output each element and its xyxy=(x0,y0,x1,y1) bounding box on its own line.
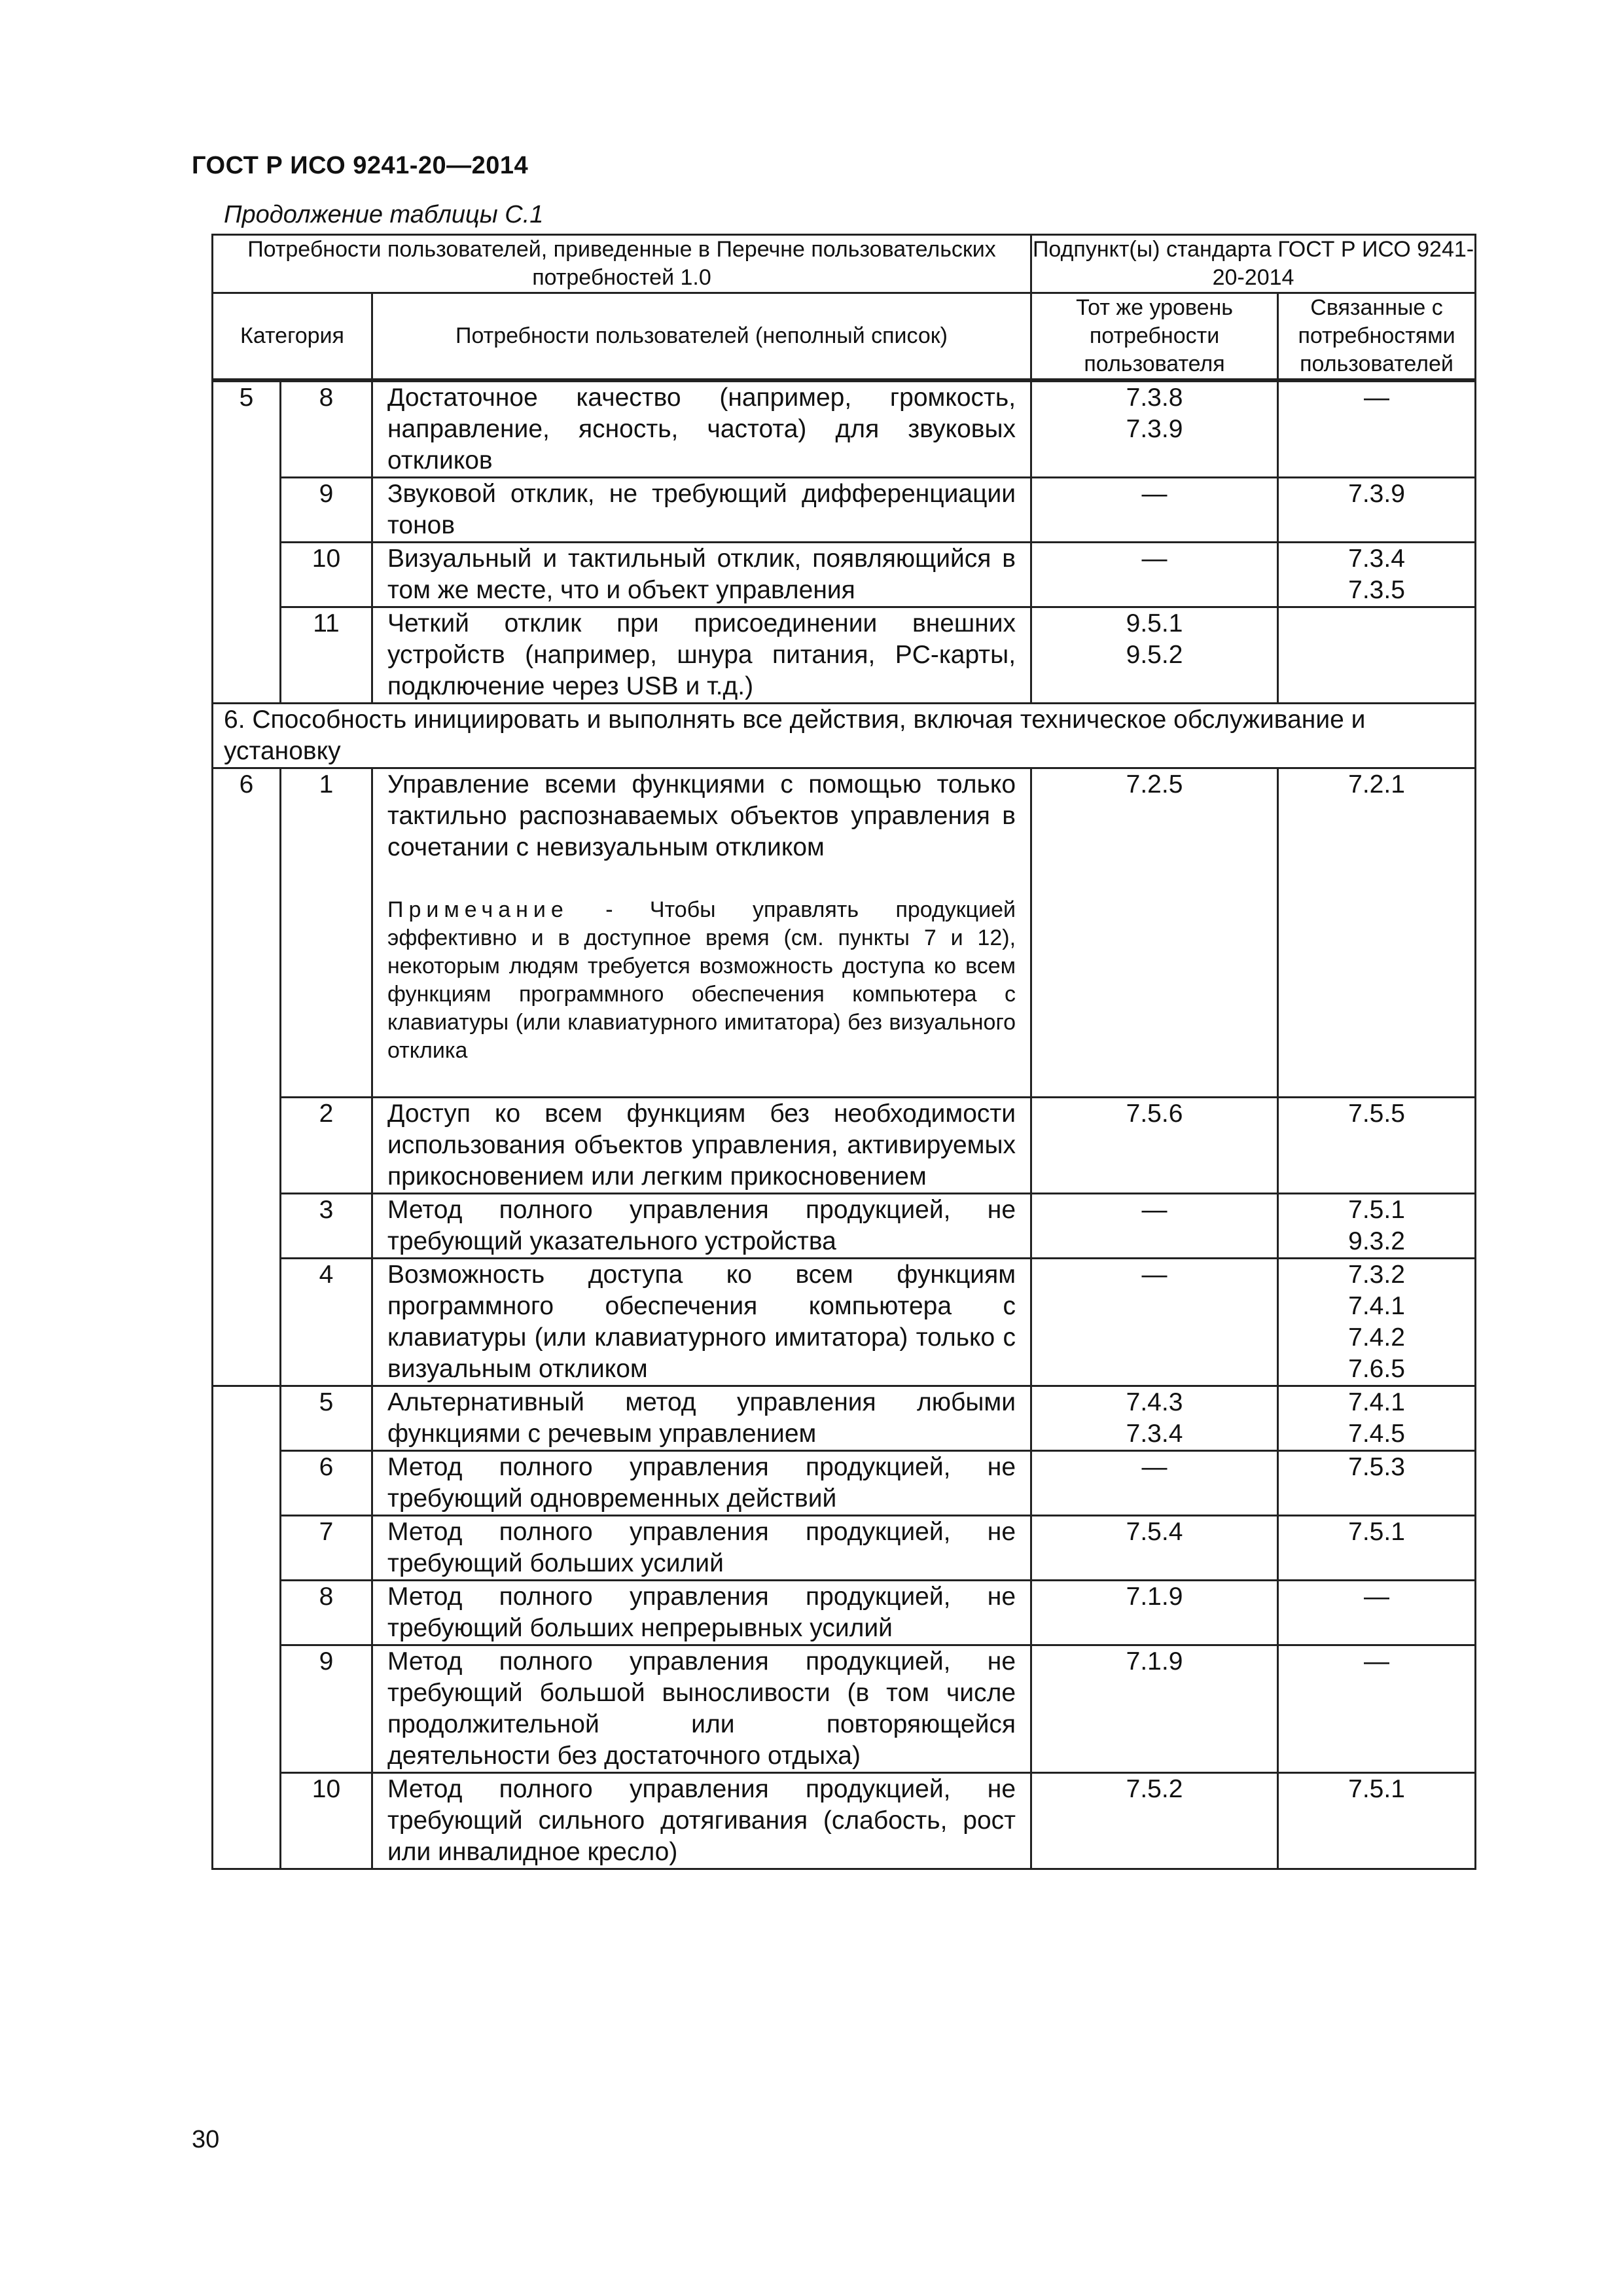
cell-number: 7 xyxy=(281,1516,372,1581)
cell-number: 2 xyxy=(281,1098,372,1194)
cell-related: 7.2.1 xyxy=(1278,768,1476,1098)
table-row xyxy=(213,1259,1476,1386)
need-text: Управление всеми функциями с помощью только тактильно распознаваемых объектов управления в сочетании с невизуальным откликом xyxy=(387,770,1016,861)
section-heading: 6. Способность инициировать и выполнять все действия, включая техническое обслуживание и установку xyxy=(213,704,1476,768)
head-category: Категория xyxy=(213,293,372,381)
cell-number: 5 xyxy=(281,1386,372,1451)
cell-same-level: 7.3.8 7.3.9 xyxy=(1031,380,1278,478)
cell-need: Альтернативный метод управления любыми функциями с речевым управлением xyxy=(372,1386,1031,1451)
cell-need: Метод полного управления продукцией, не требующий больших непрерывных усилий xyxy=(372,1581,1031,1645)
cell-category xyxy=(213,607,281,704)
cell-need: Звуковой отклик, не требующий дифференциации тонов xyxy=(372,478,1031,543)
table-row xyxy=(213,478,1476,543)
head-needs-list: Потребности пользователей, приведенные в Перечне пользовательских потребностей 1.0 xyxy=(213,235,1031,293)
cell-category xyxy=(213,1194,281,1259)
head-needs: Потребности пользователей (неполный список) xyxy=(372,293,1031,381)
cell-need: Достаточное качество (например, громкость, направление, ясность, частота) для звуковых откликов xyxy=(372,380,1031,478)
cell-category xyxy=(213,1386,281,1451)
cell-related xyxy=(1278,607,1476,704)
cell-same-level: 7.1.9 xyxy=(1031,1645,1278,1773)
cell-related: — xyxy=(1278,1645,1476,1773)
cell-category xyxy=(213,1098,281,1194)
cell-category xyxy=(213,1516,281,1581)
cell-related: 7.5.1 9.3.2 xyxy=(1278,1194,1476,1259)
cell-need: Доступ ко всем функциям без необходимости использования объектов управления, активируемых прикосновением или легким прикосновением xyxy=(372,1098,1031,1194)
cell-same-level: — xyxy=(1031,1451,1278,1516)
cell-need: Метод полного управления продукцией, не требующий сильного дотягивания (слабость, рост или инвалидное кресло) xyxy=(372,1773,1031,1869)
cell-number: 4 xyxy=(281,1259,372,1386)
cell-related: 7.5.5 xyxy=(1278,1098,1476,1194)
table-row xyxy=(213,1386,1476,1451)
cell-number: 10 xyxy=(281,1773,372,1869)
cell-same-level: — xyxy=(1031,1194,1278,1259)
cell-related: 7.3.2 7.4.1 7.4.2 7.6.5 xyxy=(1278,1259,1476,1386)
cell-same-level: 9.5.1 9.5.2 xyxy=(1031,607,1278,704)
cell-number: 11 xyxy=(281,607,372,704)
table-row xyxy=(213,1098,1476,1194)
table-row xyxy=(213,1773,1476,1869)
cell-same-level: — xyxy=(1031,1259,1278,1386)
cell-number: 3 xyxy=(281,1194,372,1259)
cell-category xyxy=(213,1259,281,1386)
cell-related: 7.5.1 xyxy=(1278,1516,1476,1581)
cell-need: Метод полного управления продукцией, не требующий одновременных действий xyxy=(372,1451,1031,1516)
cell-number: 8 xyxy=(281,1581,372,1645)
cell-need: Четкий отклик при присоединении внешних устройств (например, шнура питания, PC-карты, подключение через USB и т.д.) xyxy=(372,607,1031,704)
requirements-table xyxy=(211,234,1476,1870)
table-row xyxy=(213,543,1476,607)
cell-number: 6 xyxy=(281,1451,372,1516)
cell-need: Возможность доступа ко всем функциям программного обеспечения компьютера с клавиатуры (или клавиатурного имитатора) только с визуальным откликом xyxy=(372,1259,1031,1386)
cell-need: Визуальный и тактильный отклик, появляющийся в том же месте, что и объект управления xyxy=(372,543,1031,607)
table-head-row xyxy=(213,235,1476,293)
cell-related: — xyxy=(1278,1581,1476,1645)
cell-need: Метод полного управления продукцией, не требующий указательного устройства xyxy=(372,1194,1031,1259)
cell-same-level: — xyxy=(1031,478,1278,543)
head-related: Связанные с потребностями пользователей xyxy=(1278,293,1476,381)
cell-number: 9 xyxy=(281,478,372,543)
section-row xyxy=(213,704,1476,768)
table-row xyxy=(213,1451,1476,1516)
cell-number: 1 xyxy=(281,768,372,1098)
cell-category: 6 xyxy=(213,768,281,1098)
cell-category xyxy=(213,1581,281,1645)
cell-same-level: 7.5.4 xyxy=(1031,1516,1278,1581)
note-text: - Чтобы управлять продукцией эффективно и в доступное время (см. пункты 7 и 12), некоторым людям требуется возможность доступа ко всем функциям программного обеспечения компьютера с клавиатуры (или клавиатурного имитатора) без визуального отклика xyxy=(387,897,1016,1063)
cell-same-level: 7.1.9 xyxy=(1031,1581,1278,1645)
note-block xyxy=(387,896,1016,1065)
cell-related: 7.3.9 xyxy=(1278,478,1476,543)
cell-related: 7.5.3 xyxy=(1278,1451,1476,1516)
cell-number: 10 xyxy=(281,543,372,607)
cell-related: 7.5.1 xyxy=(1278,1773,1476,1869)
cell-same-level: 7.5.6 xyxy=(1031,1098,1278,1194)
page-number: 30 xyxy=(192,2126,220,2153)
cell-category xyxy=(213,543,281,607)
note-label: Примечание xyxy=(387,897,569,922)
document-header: ГОСТ Р ИСО 9241-20—2014 xyxy=(192,152,529,179)
table-row xyxy=(213,1645,1476,1773)
cell-number: 8 xyxy=(281,380,372,478)
cell-same-level: 7.5.2 xyxy=(1031,1773,1278,1869)
table-row xyxy=(213,768,1476,1098)
cell-number: 9 xyxy=(281,1645,372,1773)
table-row xyxy=(213,380,1476,478)
table-caption: Продолжение таблицы С.1 xyxy=(224,201,544,228)
table-row xyxy=(213,1581,1476,1645)
cell-related: 7.4.1 7.4.5 xyxy=(1278,1386,1476,1451)
table-row xyxy=(213,1194,1476,1259)
cell-category: 5 xyxy=(213,380,281,478)
cell-need: Метод полного управления продукцией, не требующий больших усилий xyxy=(372,1516,1031,1581)
table-row xyxy=(213,1516,1476,1581)
cell-category xyxy=(213,1773,281,1869)
table-row xyxy=(213,607,1476,704)
head-same-level: Тот же уровень потребности пользователя xyxy=(1031,293,1278,381)
cell-same-level: 7.2.5 xyxy=(1031,768,1278,1098)
cell-category xyxy=(213,1645,281,1773)
cell-category xyxy=(213,478,281,543)
head-clauses: Подпункт(ы) стандарта ГОСТ Р ИСО 9241-20-2014 xyxy=(1031,235,1476,293)
cell-same-level: — xyxy=(1031,543,1278,607)
cell-need xyxy=(372,768,1031,1098)
cell-category xyxy=(213,1451,281,1516)
cell-related: — xyxy=(1278,380,1476,478)
cell-related: 7.3.4 7.3.5 xyxy=(1278,543,1476,607)
cell-same-level: 7.4.3 7.3.4 xyxy=(1031,1386,1278,1451)
table-subhead-row xyxy=(213,293,1476,381)
cell-need: Метод полного управления продукцией, не требующий большой выносливости (в том числе продолжительной или повторяющейся деятельности без достаточного отдыха) xyxy=(372,1645,1031,1773)
